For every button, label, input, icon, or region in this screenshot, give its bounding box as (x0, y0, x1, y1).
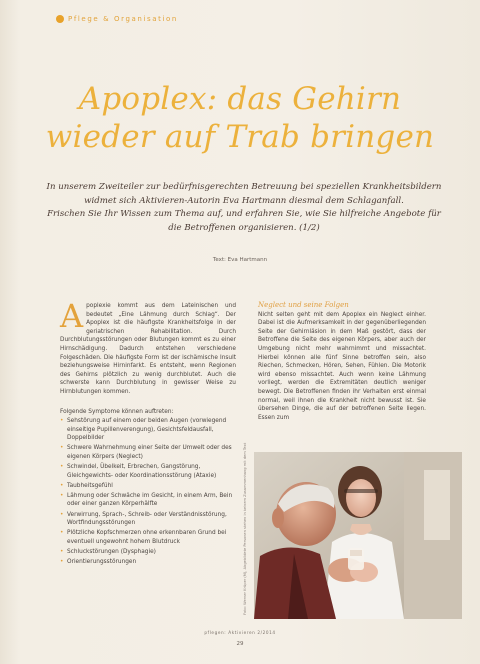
list-item: • Orientierungsstörungen (60, 558, 236, 567)
photo-credit-text: Foto: Werner Krüper (M), Abgebildete Personen stehen in keinem Zusammenhang mit dem Text (243, 442, 247, 615)
lead-line-1: In unserem Zweiteiler zur bedürfnisgerechten Betreuung bei speziellen Krankheitsbildern (46, 182, 442, 192)
list-item: • Schwere Wahrnehmung einer Seite der Umwelt oder des eigenen Körpers (Neglect) (60, 444, 236, 461)
list-item: • Plötzliche Kopfschmerzen ohne erkennbaren Grund bei eventuell ungewohnt hohem Blutdruck (60, 529, 236, 546)
list-item: • Taubheitsgefühl (60, 482, 236, 491)
bullet-dot-icon (56, 15, 64, 23)
right-column (258, 301, 426, 422)
right-subhead: Neglect und seine Folgen (258, 301, 349, 309)
right-paragraph: Nicht selten geht mit dem Apoplex ein Neglect einher. Dabei ist die Aufmerksamkeit in der gegenüberliegenden Seite der Gehirnläsion in dem Maß gestört, dass der Betroffene die Seite des eigenen Körpers, aber auch der Umgebung nicht mehr wahrnimmt und missachtet. Hierbei können alle fünf Sinne betroffen sein, also Riechen, Schmecken, Hören, Sehen, Fühlen. Die Motorik wird ebenso missachtet. Auch wenn keine Lähmung vorliegt, werden die Extremitäten deutlich weniger bewegt. Die Betroffenen finden ihr Verhalten erst einmal normal, weil ihnen die Krankheit nicht bewusst ist. Sie übersehen Dinge, die auf der betroffenen Seite liegen. Essen zum (258, 311, 426, 421)
article-lead (44, 181, 444, 235)
lead-line-4: die Betroffenen organisieren. (1/2) (168, 222, 320, 233)
article-photo (254, 452, 462, 619)
intro-block (60, 297, 236, 397)
article-byline: Text: Eva Hartmann (212, 257, 268, 263)
section-kicker (56, 15, 178, 23)
symptoms-intro: Folgende Symptome können auftreten: (60, 408, 174, 415)
section-kicker-text: Pflege & Organisation (68, 15, 178, 23)
lead-line-2: widmet sich Aktivieren-Autorin Eva Hartmann diesmal dem Schlaganfall. (84, 195, 404, 206)
left-column (60, 297, 236, 568)
intro-paragraph: poplexie kommt aus dem Lateinischen und bedeutet „Eine Lähmung durch Schlag“. Der Apoplex ist die häufigste Krankheitsfolge in der geriatrischen Rehabilitation. Durch Durchblutungsstörungen oder Blutungen kommt es zu einer Hirnschädigung. Dadurch entstehen verschiedene Folgeschäden. Die häufigste Form ist der ischämische Insult beziehungsweise Hirninfarkt. Es entsteht, wenn Regionen des Gehirns plötzlich zu wenig durchblutet. Auch die schwerste kann Durchblutung in gewisser Weise zu Hirnblutungen kommen. (60, 303, 236, 395)
list-item: • Schluckstörungen (Dysphagie) (60, 548, 236, 557)
photo-credit (243, 442, 251, 615)
care-scene-illustration (254, 452, 462, 619)
drop-cap: A (60, 297, 84, 335)
article-headline (30, 80, 450, 156)
list-item: • Verwirrung, Sprach-, Schreib- oder Verständnisstörung, Wortfindungsstörungen (60, 511, 236, 528)
list-item: • Schwindel, Übelkeit, Erbrechen, Gangstörung, Gleichgewichts- oder Koordinationsstörung (Ataxie) (60, 463, 236, 480)
list-item: • Sehstörung auf einem oder beiden Augen (vorwiegend einseitige Pupillenverengung), Gesichtsfeldausfall, Doppelbilder (60, 417, 236, 443)
lead-line-3: Frischen Sie Ihr Wissen zum Thema auf, und erfahren Sie, wie Sie hilfreiche Angebote für (47, 209, 441, 220)
headline-line-2: wieder auf Trab bringen (45, 119, 435, 155)
list-item: • Lähmung oder Schwäche im Gesicht, in einem Arm, Bein oder einer ganzen Körperhälfte (60, 492, 236, 509)
headline-line-1: Apoplex: das Gehirn (78, 81, 402, 117)
page-number: 29 (236, 641, 244, 647)
page-footer: pflegen: Aktivieren 2/2014 (204, 630, 276, 635)
symptoms-list (60, 417, 236, 567)
